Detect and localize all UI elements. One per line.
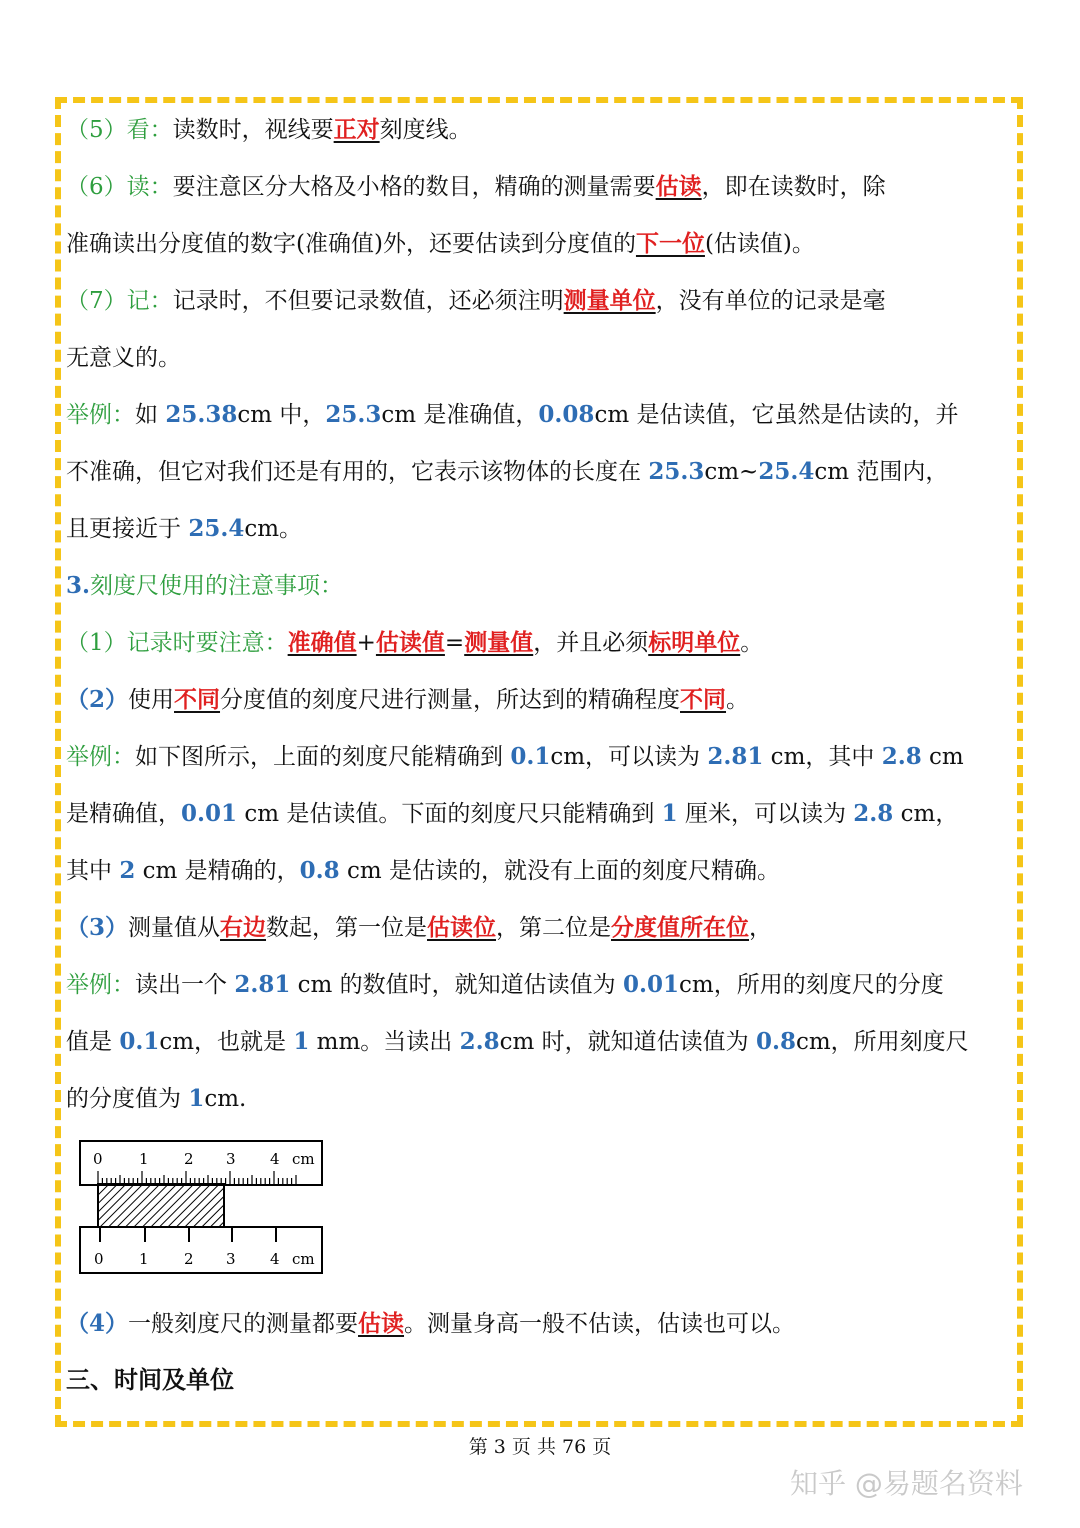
ruler-figure <box>78 1138 328 1278</box>
note-2: （2）使用不同分度值的刻度尺进行测量，所达到的精确程度不同。 <box>66 686 750 713</box>
item-7-line1: （7）记：记录时，不但要记录数值，还必须注明测量单位，没有单位的记录是毫 <box>66 287 886 314</box>
example-2-line2: 是精确值，0.01 cm 是估读值。下面的刻度尺只能精确到 1 厘米，可以读为 2.8 cm， <box>66 800 959 827</box>
top-label-4: 4 <box>270 1150 280 1168</box>
top-label-2: 2 <box>184 1150 194 1168</box>
measured-object <box>98 1184 224 1228</box>
top-label-0: 0 <box>93 1150 103 1168</box>
note-4: （4）一般刻度尺的测量都要估读。测量身高一般不估读，估读也可以。 <box>66 1310 796 1337</box>
example-3-line3: 的分度值为 1cm. <box>66 1085 247 1112</box>
example-3-line1: 举例：读出一个 2.81 cm 的数值时，就知道估读值为 0.01cm，所用的刻度尺的分度 <box>66 971 944 998</box>
watermark: 知乎 @易题名资料 <box>790 1467 1023 1500</box>
top-ruler <box>80 1141 322 1185</box>
example-3-line2: 值是 0.1cm，也就是 1 mm。当读出 2.8cm 时，就知道估读值为 0.8cm，所用刻度尺 <box>66 1028 969 1055</box>
example-2-line1: 举例：如下图所示，上面的刻度尺能精确到 0.1cm，可以读为 2.81 cm，其中 2.8 cm <box>66 743 964 770</box>
note-1: （1）记录时要注意：准确值+估读值=测量值，并且必须标明单位。 <box>66 629 764 656</box>
example-1-line2: 不准确，但它对我们还是有用的，它表示该物体的长度在 25.3cm~25.4cm 范围内， <box>66 458 949 485</box>
bottom-label-4: 4 <box>270 1250 280 1268</box>
bottom-label-2: 2 <box>184 1250 194 1268</box>
item-5: （5）看：读数时，视线要正对刻度线。 <box>66 116 472 143</box>
bottom-label-0: 0 <box>94 1250 104 1268</box>
top-label-1: 1 <box>139 1150 149 1168</box>
item-7-line2: 无意义的。 <box>66 345 181 371</box>
top-label-3: 3 <box>226 1150 236 1168</box>
bottom-label-1: 1 <box>139 1250 149 1268</box>
example-1-line1: 举例：如 25.38cm 中，25.3cm 是准确值，0.08cm 是估读值，它虽然是估读的，并 <box>66 401 959 428</box>
bottom-ruler <box>80 1227 322 1273</box>
item-6-line2: 准确读出分度值的数字(准确值)外，还要估读到分度值的下一位(估读值)。 <box>66 230 815 257</box>
page-footer: 第 3 页 共 76 页 <box>468 1436 612 1458</box>
example-1-line3: 且更接近于 25.4cm。 <box>66 515 303 542</box>
section-time-heading: 三、时间及单位 <box>66 1365 234 1394</box>
bottom-label-3: 3 <box>226 1250 236 1268</box>
note-3: （3）测量值从右边数起，第一位是估读位，第二位是分度值所在位， <box>66 914 773 941</box>
bottom-label-cm: cm <box>292 1250 315 1268</box>
item-6-line1: （6）读：要注意区分大格及小格的数目，精确的测量需要估读，即在读数时，除 <box>66 173 886 200</box>
section-3-heading: 3.刻度尺使用的注意事项： <box>66 572 344 599</box>
example-2-line3: 其中 2 cm 是精确的，0.8 cm 是估读的，就没有上面的刻度尺精确。 <box>66 857 780 884</box>
top-label-cm: cm <box>292 1150 315 1168</box>
